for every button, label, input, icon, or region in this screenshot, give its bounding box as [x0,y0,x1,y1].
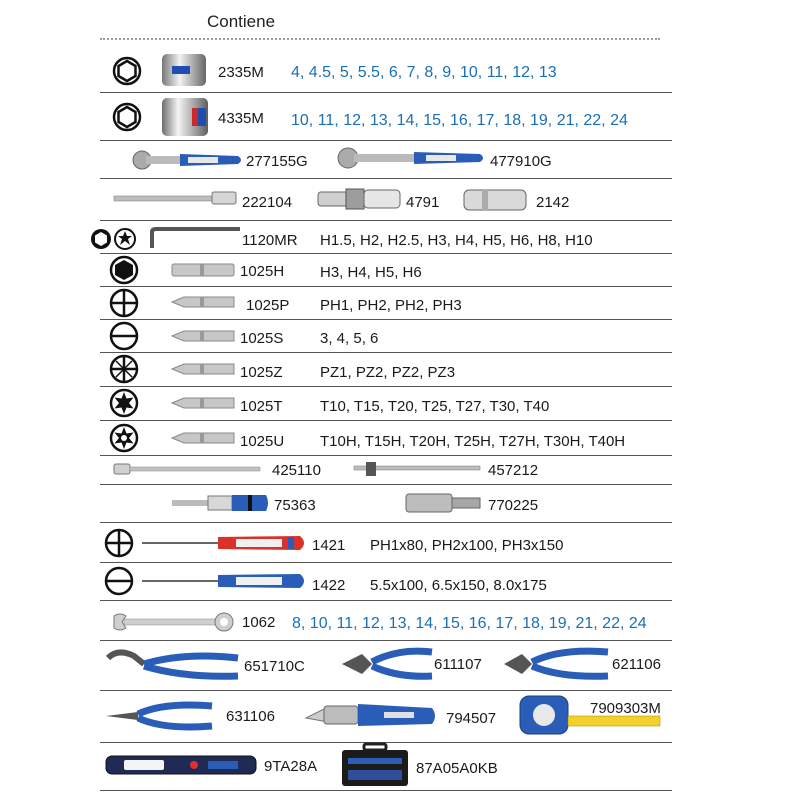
combination-wrench-icon [110,610,236,634]
screwdriver-bit-icon [170,328,236,344]
diagonal-cutter-icon [500,644,612,684]
sizes-1025h: H3, H4, H5, H6 [320,264,422,281]
extension-bar-icon [112,461,264,477]
t-bar-handle-icon [352,459,482,479]
code-222104: 222104 [242,194,293,211]
sizes-1421: PH1x80, PH2x100, PH3x150 [370,537,564,554]
row-divider [100,455,672,456]
code-1062: 1062 [242,614,276,631]
twelve-point-socket-icon [112,102,142,132]
sizes-2335m: 4, 4.5, 5, 5.5, 6, 7, 8, 9, 10, 11, 12, 13 [291,64,557,81]
row-divider [100,286,672,287]
row-divider [100,690,672,691]
universal-joint-icon [316,184,402,214]
sizes-1422: 5.5x100, 6.5x150, 8.0x175 [370,577,547,594]
sizes-1025s: 3, 4, 5, 6 [320,330,379,347]
code-4335m: 4335M [218,110,264,127]
sizes-1062: 8, 10, 11, 12, 13, 14, 15, 16, 17, 18, 19, 21, 22, 24 [292,615,647,632]
sizes-1025p: PH1, PH2, PH2, PH3 [320,297,462,314]
long-nose-pliers-icon [104,698,216,734]
hex-key-icon [90,228,112,250]
tamper-torx-icon [109,423,139,453]
code-1120mr: 1120MR [242,232,298,249]
code-457212: 457212 [488,462,539,479]
code-621106: 621106 [612,656,661,673]
code-87a05a0kb: 87A05A0KB [416,760,498,777]
utility-knife-icon [304,698,438,732]
code-425110: 425110 [272,462,321,479]
row-divider [100,522,672,523]
socket-icon [160,52,208,88]
sizes-1120mr: H1.5, H2, H2.5, H3, H4, H5, H6, H8, H10 [320,232,593,249]
phillips-icon [104,528,134,558]
row-divider [100,790,672,791]
pozidriv-icon [109,354,139,384]
code-2142: 2142 [536,194,570,211]
code-4791: 4791 [406,194,440,211]
torx-key-icon [114,228,136,250]
torx-icon [109,388,139,418]
code-9ta28a: 9TA28A [264,758,318,775]
ratchet-handle-icon [128,148,246,172]
phillips-icon [109,288,139,318]
screwdriver-bit-icon [170,262,236,278]
code-1025z: 1025Z [240,364,283,381]
screwdriver-bit-icon [170,430,236,446]
code-277155g: 277155G [246,153,308,170]
row-divider [100,140,672,141]
row-divider [100,420,672,421]
code-1422: 1422 [312,577,346,594]
combination-pliers-icon [338,644,434,684]
screwdriver-bit-icon [170,395,236,411]
sizes-1025z: PZ1, PZ2, PZ2, PZ3 [320,364,456,381]
sizes-1025u: T10H, T15H, T20H, T25H, T27H, T30H, T40H [320,433,626,450]
row-divider [100,352,672,353]
code-2335m: 2335M [218,64,264,81]
sizes-1025t: T10, T15, T20, T25, T27, T30, T40 [320,398,550,415]
row-divider [100,484,672,485]
code-1025t: 1025T [240,398,283,415]
code-651710c: 651710C [244,658,305,675]
screwdriver-icon [140,570,310,592]
code-1025s: 1025S [240,330,284,347]
code-7909303m: 7909303M [590,700,661,717]
row-divider [100,220,672,221]
page-title: Contiene [207,12,276,31]
sizes-4335m: 10, 11, 12, 13, 14, 15, 16, 17, 18, 19, 21, 22, 24 [291,112,628,129]
extension-bar-icon [112,190,238,206]
socket-icon [160,96,210,138]
row-divider [100,253,672,254]
hexagon-socket-icon [112,56,142,86]
ratchet-handle-icon [334,146,486,170]
toolbox-icon [340,742,410,788]
water-pump-pliers-icon [104,646,242,684]
screwdriver-bit-icon [170,294,236,310]
row-divider [100,600,672,601]
slotted-icon [104,566,134,596]
allen-wrench-icon [146,226,242,252]
code-1025p: 1025P [246,297,290,314]
code-75363: 75363 [274,497,316,514]
code-794507: 794507 [446,710,497,727]
row-divider [100,178,672,179]
row-divider [100,640,672,641]
work-lamp-icon [104,752,258,778]
code-1421: 1421 [312,537,346,554]
code-770225: 770225 [488,497,539,514]
screwdriver-icon [140,532,310,554]
row-divider [100,319,672,320]
row-divider [100,562,672,563]
socket-adaptor-icon [404,492,482,514]
hex-bit-icon [109,255,139,285]
slotted-icon [109,321,139,351]
code-1025u: 1025U [240,433,285,450]
title-divider [100,38,660,40]
code-477910g: 477910G [490,153,552,170]
code-1025h: 1025H [240,263,285,280]
row-divider [100,92,672,93]
code-631106: 631106 [226,708,275,725]
screwdriver-bit-icon [170,361,236,377]
row-divider [100,386,672,387]
code-611107: 611107 [434,656,482,673]
spark-plug-socket-icon [462,186,528,214]
bit-holder-icon [170,492,270,514]
